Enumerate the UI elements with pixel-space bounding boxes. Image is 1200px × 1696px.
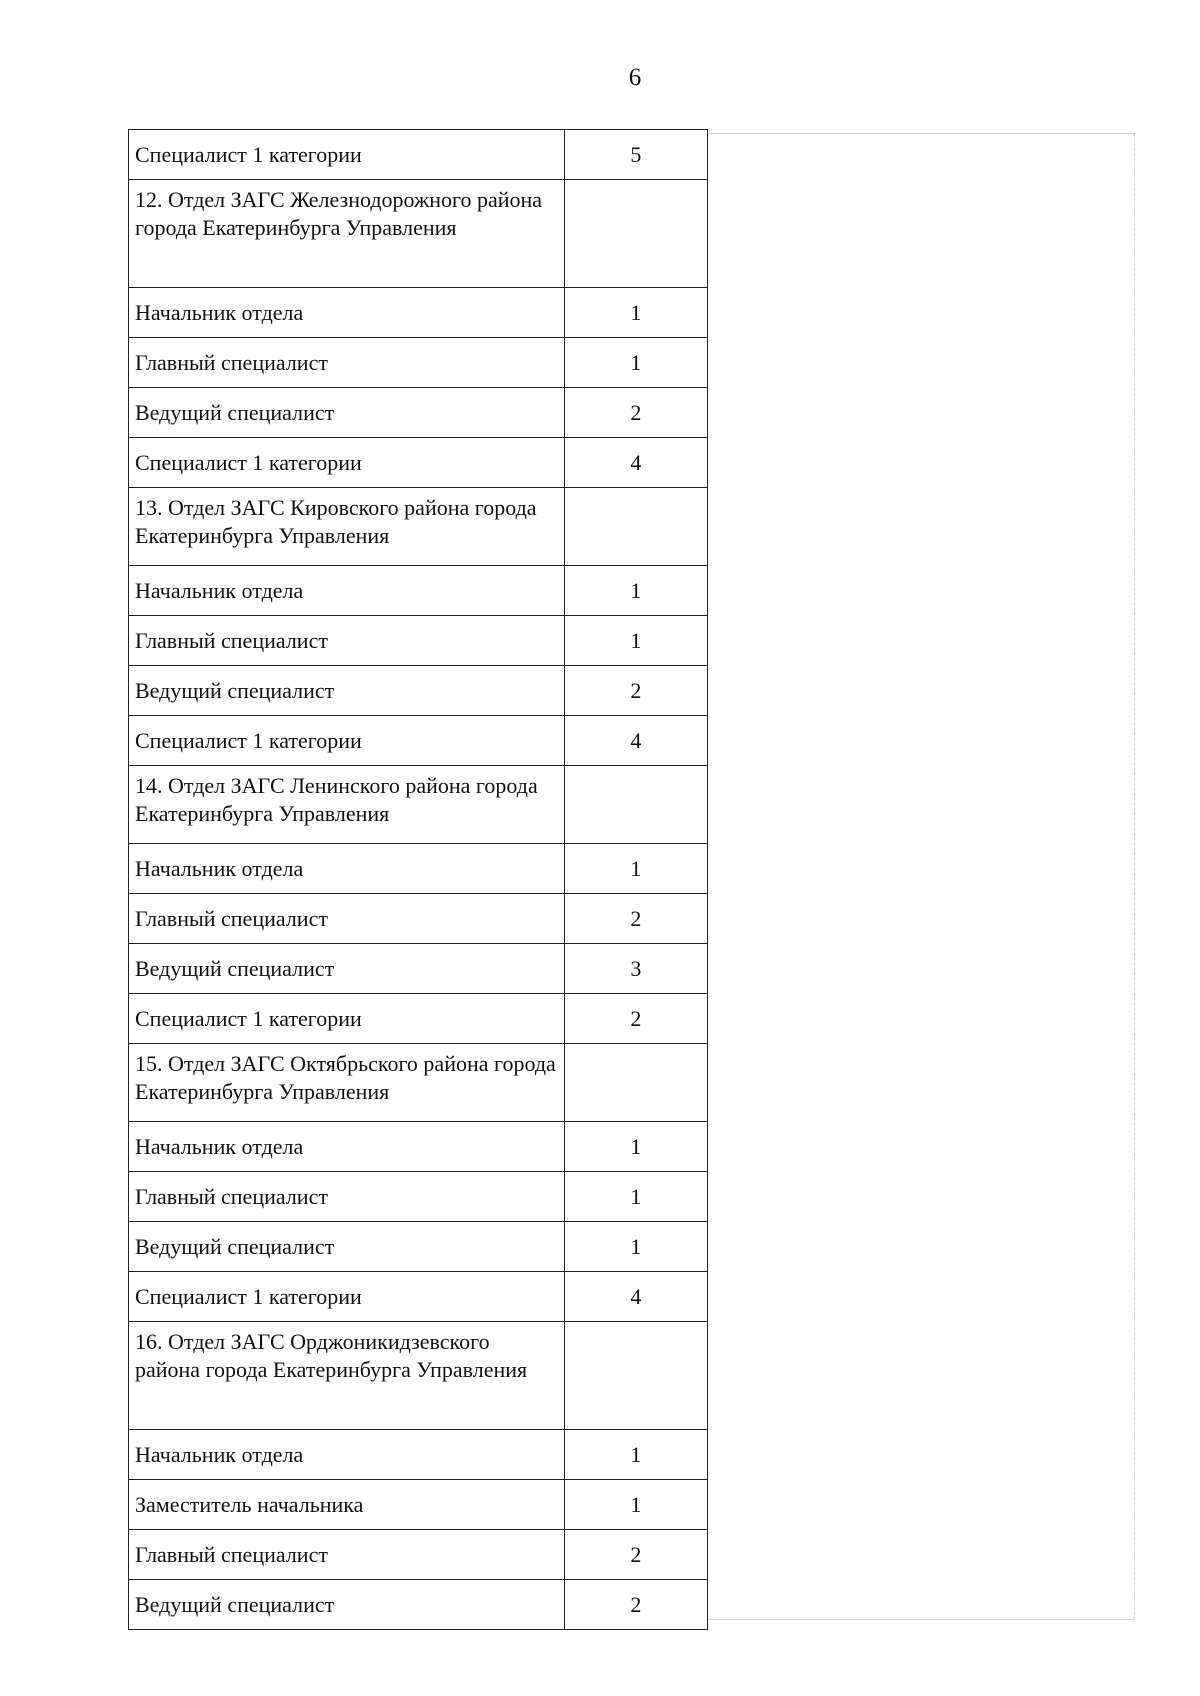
department-name: 13. Отдел ЗАГС Кировского района города Екатеринбурга Управления xyxy=(129,488,565,566)
position-count: 1 xyxy=(564,1222,707,1272)
position-name: Специалист 1 категории xyxy=(129,1272,565,1322)
position-name: Начальник отдела xyxy=(129,1430,565,1480)
position-name: Начальник отдела xyxy=(129,288,565,338)
position-count: 1 xyxy=(564,1480,707,1530)
position-count: 1 xyxy=(564,1172,707,1222)
position-count: 1 xyxy=(564,288,707,338)
position-name: Ведущий специалист xyxy=(129,666,565,716)
table-row xyxy=(129,388,708,438)
position-count: 1 xyxy=(564,616,707,666)
table-row xyxy=(129,1222,708,1272)
table-row xyxy=(129,1430,708,1480)
position-count: 3 xyxy=(564,944,707,994)
position-count: 4 xyxy=(564,716,707,766)
department-count xyxy=(564,180,707,288)
position-name: Специалист 1 категории xyxy=(129,130,565,180)
table-row xyxy=(129,438,708,488)
department-name: 12. Отдел ЗАГС Железнодорожного района города Екатеринбурга Управления xyxy=(129,180,565,288)
position-name: Специалист 1 категории xyxy=(129,994,565,1044)
table-row xyxy=(129,894,708,944)
position-name: Начальник отдела xyxy=(129,566,565,616)
position-name: Ведущий специалист xyxy=(129,1580,565,1630)
table-row xyxy=(129,1580,708,1630)
table-row xyxy=(129,944,708,994)
position-name: Ведущий специалист xyxy=(129,388,565,438)
position-count: 2 xyxy=(564,666,707,716)
department-count xyxy=(564,488,707,566)
position-name: Ведущий специалист xyxy=(129,1222,565,1272)
position-name: Главный специалист xyxy=(129,1530,565,1580)
position-count: 2 xyxy=(564,894,707,944)
table-row xyxy=(129,338,708,388)
page-number: 6 xyxy=(628,64,642,91)
department-name: 15. Отдел ЗАГС Октябрьского района города Екатеринбурга Управления xyxy=(129,1044,565,1122)
position-name: Главный специалист xyxy=(129,616,565,666)
table-row xyxy=(129,994,708,1044)
position-count: 1 xyxy=(564,566,707,616)
position-name: Главный специалист xyxy=(129,1172,565,1222)
position-count: 1 xyxy=(564,338,707,388)
department-count xyxy=(564,1044,707,1122)
table-row xyxy=(129,1272,708,1322)
position-name: Заместитель начальника xyxy=(129,1480,565,1530)
position-name: Главный специалист xyxy=(129,338,565,388)
department-count xyxy=(564,1322,707,1430)
table-row xyxy=(129,1530,708,1580)
table-row xyxy=(129,130,708,180)
position-count: 2 xyxy=(564,1580,707,1630)
department-count xyxy=(564,766,707,844)
position-count: 2 xyxy=(564,994,707,1044)
department-name: 16. Отдел ЗАГС Орджоникидзевского района города Екатеринбурга Управления xyxy=(129,1322,565,1430)
position-count: 5 xyxy=(564,130,707,180)
position-count: 4 xyxy=(564,1272,707,1322)
table-row xyxy=(129,1044,708,1122)
position-count: 1 xyxy=(564,1122,707,1172)
table-row xyxy=(129,180,708,288)
position-name: Ведущий специалист xyxy=(129,944,565,994)
table-row xyxy=(129,1122,708,1172)
position-count: 2 xyxy=(564,388,707,438)
position-name: Специалист 1 категории xyxy=(129,438,565,488)
table-row xyxy=(129,1480,708,1530)
table-row xyxy=(129,716,708,766)
right-column-frame xyxy=(708,133,1135,1620)
position-name: Начальник отдела xyxy=(129,1122,565,1172)
table-row xyxy=(129,566,708,616)
position-count: 4 xyxy=(564,438,707,488)
table-row xyxy=(129,288,708,338)
position-count: 1 xyxy=(564,1430,707,1480)
position-count: 2 xyxy=(564,1530,707,1580)
position-name: Начальник отдела xyxy=(129,844,565,894)
table-row xyxy=(129,616,708,666)
department-name: 14. Отдел ЗАГС Ленинского района города Екатеринбурга Управления xyxy=(129,766,565,844)
table-row xyxy=(129,1172,708,1222)
table-row xyxy=(129,766,708,844)
position-name: Главный специалист xyxy=(129,894,565,944)
table-row xyxy=(129,666,708,716)
table-row xyxy=(129,844,708,894)
table-row xyxy=(129,488,708,566)
position-name: Специалист 1 категории xyxy=(129,716,565,766)
table-row xyxy=(129,1322,708,1430)
staff-table xyxy=(128,129,708,1630)
position-count: 1 xyxy=(564,844,707,894)
